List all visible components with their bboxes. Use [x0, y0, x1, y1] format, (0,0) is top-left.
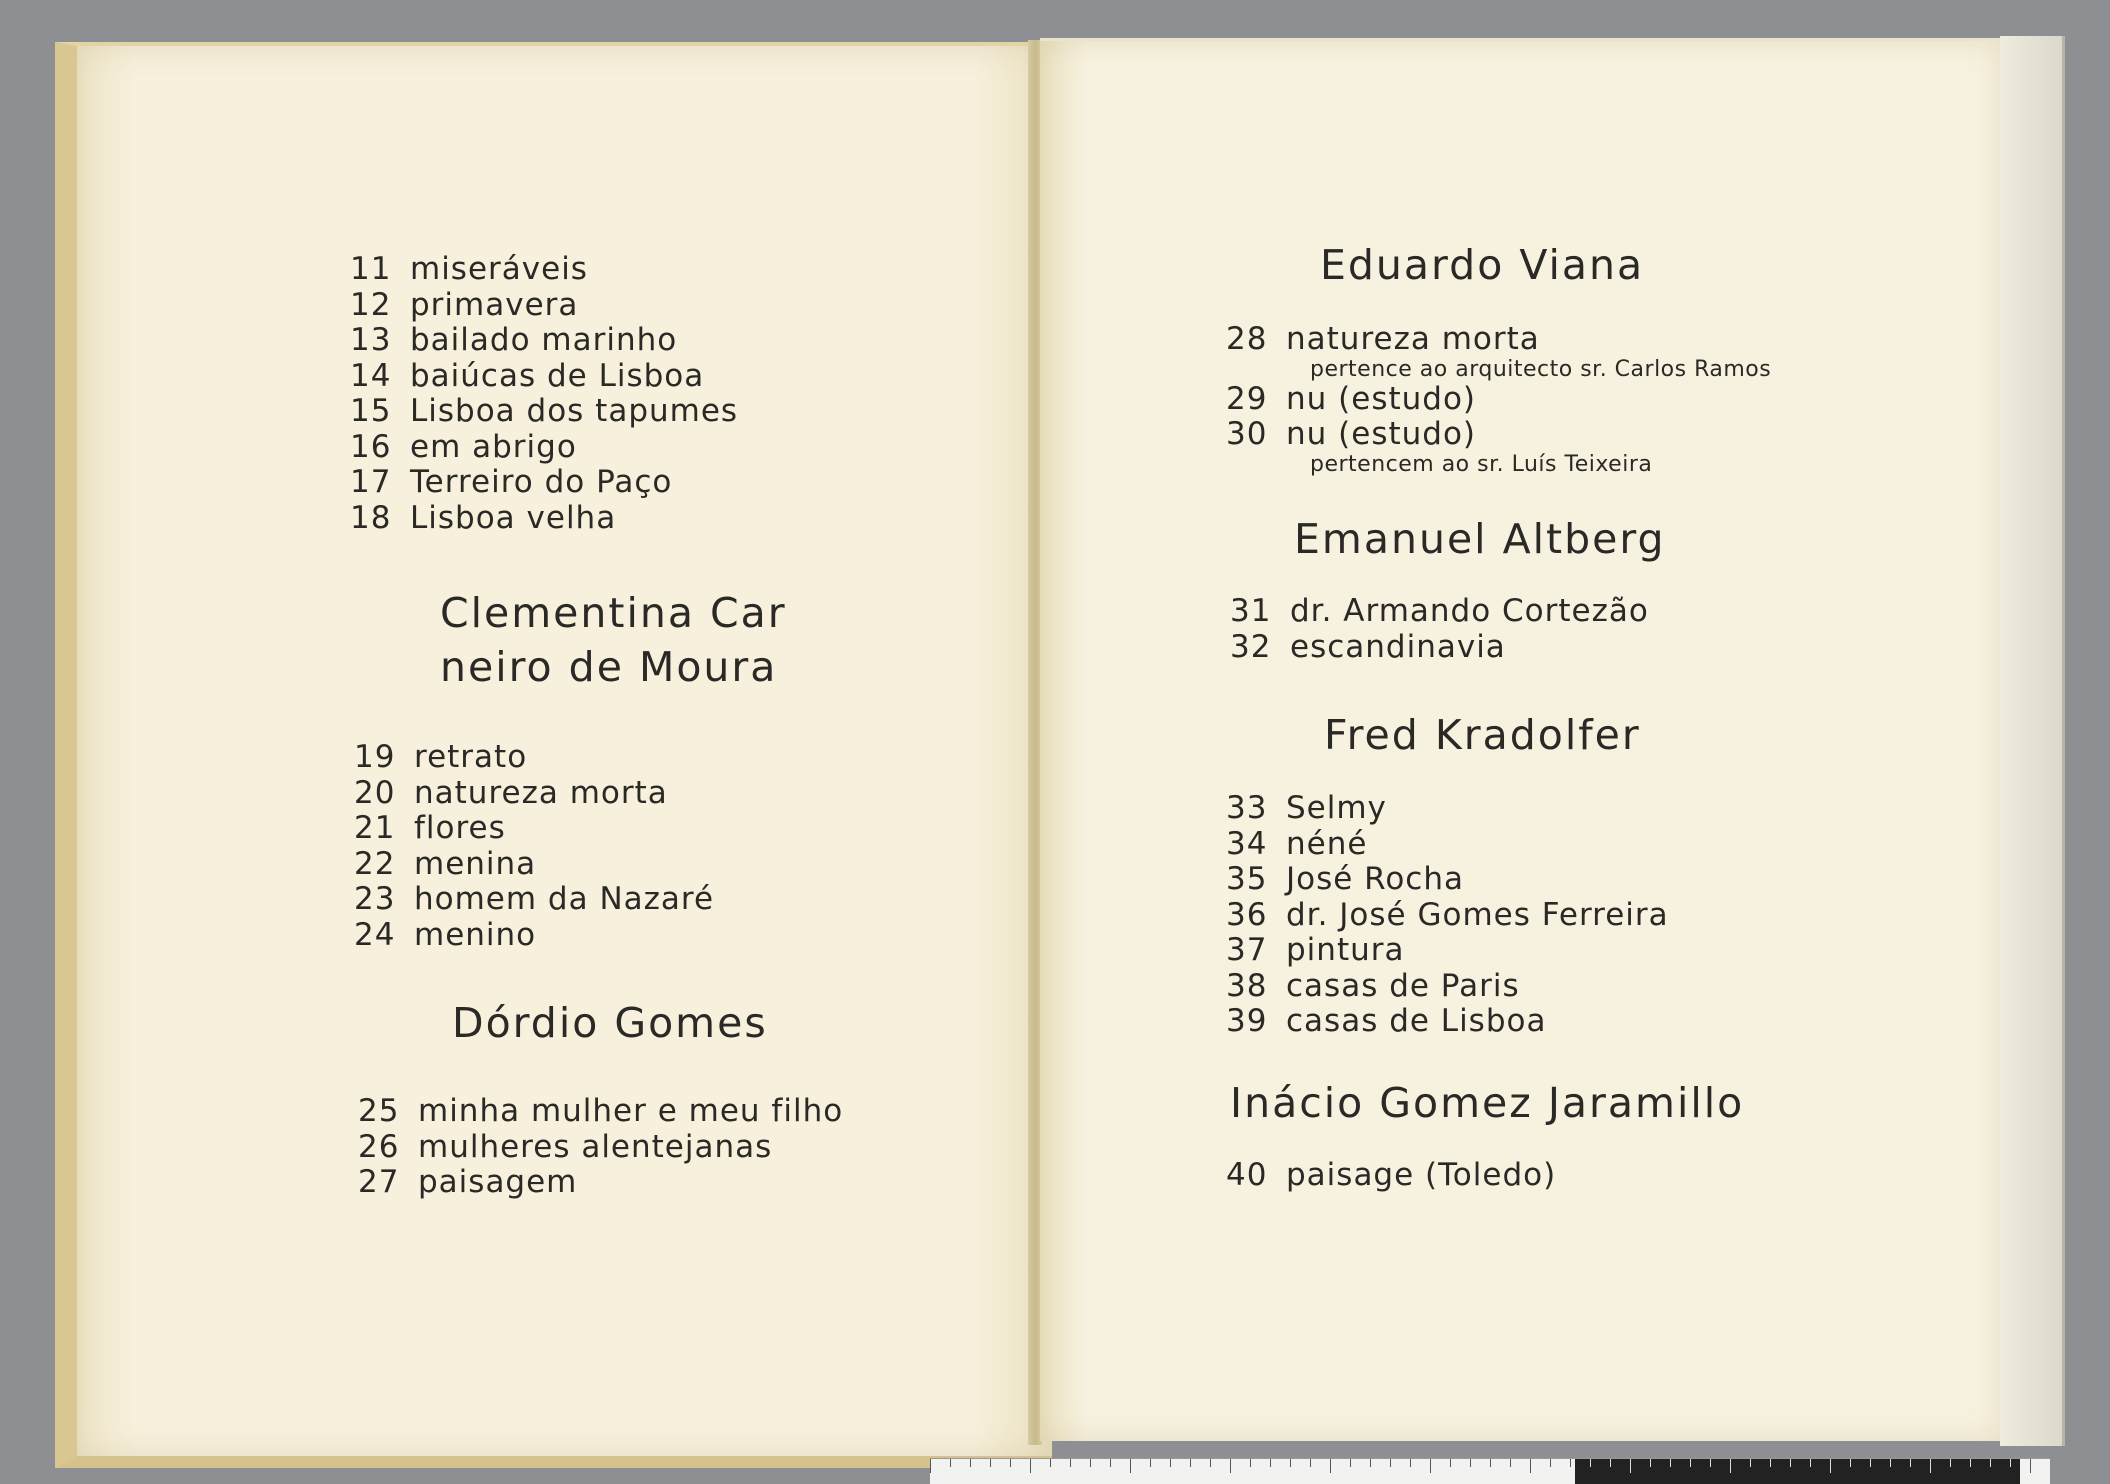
entry-number: 29 [1226, 380, 1268, 417]
ruler-tick [1430, 1459, 1431, 1473]
entry-title: minha mulher e meu filho [418, 1093, 844, 1129]
entry-title: néné [1286, 825, 1368, 862]
ruler-tick [990, 1459, 991, 1467]
entry-number: 34 [1226, 825, 1268, 862]
ruler-tick [1590, 1459, 1591, 1467]
entry-title: pintura [1286, 932, 1405, 968]
entry-title: casas de Paris [1286, 967, 1520, 1004]
catalog-entry [358, 1130, 843, 1166]
entry-title: casas de Lisboa [1286, 1003, 1547, 1039]
catalog-entry [354, 847, 714, 883]
catalog-entry [1226, 382, 1771, 418]
ruler-tick [1290, 1459, 1291, 1467]
artist-heading [1324, 708, 1641, 762]
entry-number: 28 [1226, 321, 1268, 357]
ruler-tick [930, 1459, 931, 1473]
artist-heading-line: Inácio Gomez Jaramillo [1230, 1079, 1745, 1127]
ruler-tick [1710, 1459, 1711, 1467]
entry-number: 38 [1226, 967, 1268, 1004]
entry-number: 23 [354, 881, 396, 917]
ruler-tick [1070, 1459, 1071, 1467]
entry-number: 30 [1226, 416, 1268, 452]
ruler-tick [1790, 1459, 1791, 1467]
entry-number: 12 [350, 286, 392, 323]
artist-heading [1320, 238, 1644, 292]
ownership-note: pertencem ao sr. Luís Teixeira [1310, 451, 1653, 477]
catalog-entry [1226, 933, 1669, 969]
entry-title: retrato [414, 739, 528, 775]
ruler-tick [1730, 1459, 1731, 1473]
entry-title: baiúcas de Lisboa [410, 357, 705, 394]
catalog-list-c [358, 1094, 843, 1201]
catalog-entry [354, 918, 714, 954]
catalog-entry [1226, 1158, 1556, 1194]
catalog-entry [1226, 827, 1669, 863]
ruler-tick [1750, 1459, 1751, 1467]
catalog-entry [1226, 1004, 1669, 1040]
catalog-entry [354, 882, 714, 918]
ruler-tick [1690, 1459, 1691, 1467]
entry-number: 14 [350, 357, 392, 394]
entry-number: 25 [358, 1093, 400, 1129]
ruler-tick [970, 1459, 971, 1467]
entry-title: natureza morta [414, 774, 668, 811]
ruler-tick [1410, 1459, 1411, 1467]
catalog-list-a [350, 252, 738, 536]
ruler-tick [1390, 1459, 1391, 1467]
entry-number: 26 [358, 1128, 400, 1165]
ruler-tick [1850, 1459, 1851, 1467]
entry-number: 40 [1226, 1157, 1268, 1193]
catalog-entry [1226, 791, 1669, 827]
ruler-tick [1810, 1459, 1811, 1467]
catalog-entry [358, 1165, 843, 1201]
entry-title: primavera [410, 286, 579, 323]
catalog-list-g [1226, 1158, 1556, 1194]
entry-title: paisage (Toledo) [1286, 1157, 1557, 1193]
artist-heading-line: Dórdio Gomes [452, 999, 768, 1047]
artist-heading [452, 996, 768, 1050]
entry-title: José Rocha [1286, 861, 1464, 897]
ruler-tick [1330, 1459, 1331, 1473]
artist-heading-line: Eduardo Viana [1320, 241, 1645, 289]
catalog-entry [1230, 594, 1649, 630]
ruler-tick [1150, 1459, 1151, 1467]
entry-number: 35 [1226, 861, 1268, 897]
catalog-entry [350, 394, 738, 430]
entry-number: 27 [358, 1164, 400, 1200]
ruler-tick [1030, 1459, 1031, 1473]
entry-title: nu (estudo) [1286, 380, 1477, 417]
ruler-tick [1670, 1459, 1671, 1467]
ruler-tick [1470, 1459, 1471, 1467]
ruler-tick [1950, 1459, 1951, 1467]
entry-title: flores [414, 810, 506, 846]
catalog-entry [1226, 862, 1669, 898]
ruler-tick [1970, 1459, 1971, 1467]
entry-number: 36 [1226, 896, 1268, 933]
artist-heading-line: Emanuel Altberg [1294, 515, 1666, 563]
catalog-entry [1226, 322, 1771, 358]
artist-heading [1294, 512, 1666, 566]
artist-heading-line: Clementina Car [440, 589, 787, 637]
entry-number: 33 [1226, 790, 1268, 826]
catalog-entry [354, 811, 714, 847]
ruler-tick [1170, 1459, 1171, 1467]
entry-number: 31 [1230, 593, 1272, 629]
artist-heading-line: Fred Kradolfer [1324, 711, 1641, 759]
ruler-tick [1890, 1459, 1891, 1467]
catalog-entry [1226, 898, 1669, 934]
ruler-tick [1490, 1459, 1491, 1467]
ruler-tick [1650, 1459, 1651, 1467]
entry-number: 19 [354, 739, 396, 775]
ruler-tick [1570, 1459, 1571, 1467]
ruler-tick [1010, 1459, 1011, 1467]
entry-number: 15 [350, 393, 392, 429]
ruler-tick [1210, 1459, 1211, 1467]
ruler-tick [1270, 1459, 1271, 1467]
ruler-tick [1930, 1459, 1931, 1473]
artist-heading-line: neiro de Moura [440, 643, 778, 691]
ruler-tick [1530, 1459, 1531, 1473]
catalog-list-b [354, 740, 714, 953]
catalog-entry [350, 501, 738, 537]
artist-heading [440, 586, 787, 694]
ruler-tick [1630, 1459, 1631, 1473]
ruler-tick [1770, 1459, 1771, 1467]
catalog-entry [1230, 630, 1649, 666]
entry-number: 13 [350, 322, 392, 358]
ruler-tick [950, 1459, 951, 1467]
ruler-tick [1830, 1459, 1831, 1473]
catalog-entry [350, 465, 738, 501]
entry-title: mulheres alentejanas [418, 1128, 773, 1165]
ruler-tick [2030, 1459, 2031, 1473]
entry-number: 18 [350, 499, 392, 536]
catalog-list-f [1226, 791, 1669, 1040]
ruler-tick [1050, 1459, 1051, 1467]
entry-number: 17 [350, 464, 392, 500]
ruler-tick [2010, 1459, 2011, 1467]
entry-number: 20 [354, 774, 396, 811]
entry-number: 37 [1226, 932, 1268, 968]
ownership-note: pertence ao arquitecto sr. Carlos Ramos [1310, 356, 1772, 382]
entry-title: Selmy [1286, 790, 1387, 826]
entry-title: Lisboa dos tapumes [410, 393, 739, 429]
artist-heading [1230, 1076, 1744, 1130]
entry-title: natureza morta [1286, 321, 1540, 357]
catalog-list-e [1230, 594, 1649, 665]
entry-number: 32 [1230, 628, 1272, 665]
ruler-tick [1510, 1459, 1511, 1467]
entry-number: 11 [350, 251, 392, 287]
catalog-entry [350, 359, 738, 395]
ruler-tick [1550, 1459, 1551, 1467]
ruler-tick [1990, 1459, 1991, 1467]
ruler-tick [1370, 1459, 1371, 1467]
ruler-tick [1910, 1459, 1911, 1467]
entry-number: 22 [354, 845, 396, 882]
entry-title: paisagem [418, 1164, 578, 1200]
ruler-tick [1610, 1459, 1611, 1467]
entry-title: em abrigo [410, 428, 577, 465]
scale-ruler [930, 1458, 2050, 1484]
entry-title: menino [414, 916, 537, 953]
ruler-tick [1190, 1459, 1191, 1467]
ruler-tick [1230, 1459, 1231, 1473]
ruler-tick [1130, 1459, 1131, 1473]
catalog-entry [1226, 969, 1669, 1005]
entry-title: homem da Nazaré [414, 881, 715, 917]
entry-title: dr. José Gomes Ferreira [1286, 896, 1669, 933]
ruler-tick [1350, 1459, 1351, 1467]
entry-title: nu (estudo) [1286, 416, 1477, 452]
entry-number: 21 [354, 810, 396, 846]
ruler-tick [1310, 1459, 1311, 1467]
catalog-entry [354, 740, 714, 776]
entry-number: 24 [354, 916, 396, 953]
ruler-tick [1250, 1459, 1251, 1467]
catalog-entry [350, 430, 738, 466]
entry-number: 16 [350, 428, 392, 465]
ruler-tick [1110, 1459, 1111, 1467]
entry-title: escandinavia [1290, 628, 1506, 665]
catalog-entry [354, 776, 714, 812]
catalog-entry [350, 288, 738, 324]
catalog-entry [358, 1094, 843, 1130]
page-edge [2000, 36, 2065, 1446]
ruler-tick [1090, 1459, 1091, 1467]
entry-title: miseráveis [410, 251, 588, 287]
entry-title: menina [414, 845, 537, 882]
entry-number: 39 [1226, 1003, 1268, 1039]
catalog-entry [1226, 417, 1771, 453]
ruler-tick [1870, 1459, 1871, 1467]
entry-title: dr. Armando Cortezão [1290, 593, 1649, 629]
entry-title: bailado marinho [410, 322, 678, 358]
ruler-tick [1450, 1459, 1451, 1467]
entry-title: Lisboa velha [410, 499, 617, 536]
ruler-dark-segment [1575, 1459, 2020, 1484]
catalog-list-d [1226, 322, 1771, 477]
entry-title: Terreiro do Paço [410, 464, 673, 500]
catalog-entry [350, 323, 738, 359]
catalog-entry [350, 252, 738, 288]
